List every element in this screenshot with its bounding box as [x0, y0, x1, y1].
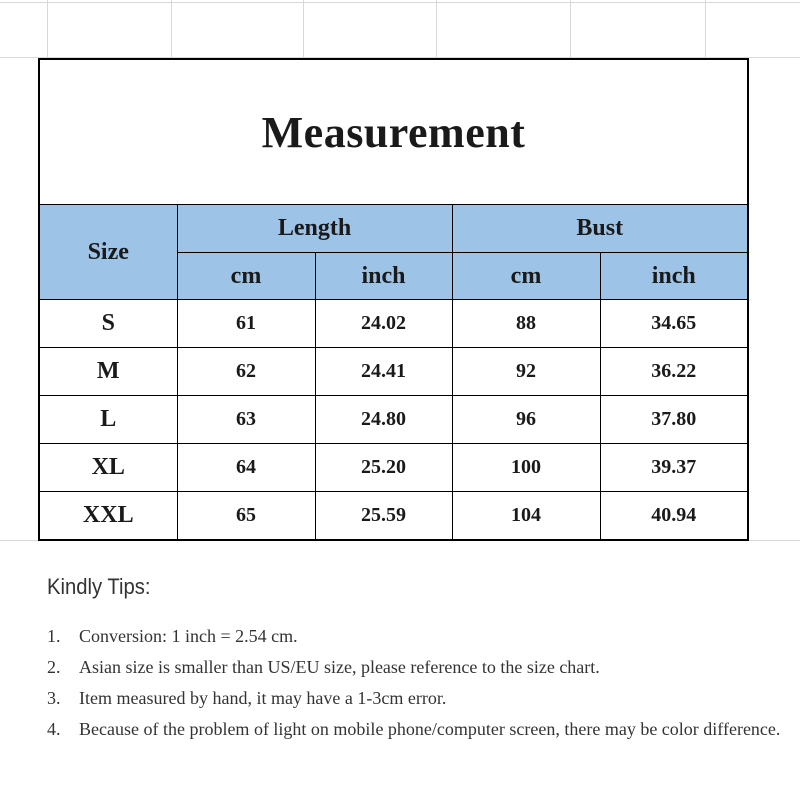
- list-item: [47, 715, 787, 744]
- tips-section: [47, 574, 787, 746]
- length-cm-cell: 64: [177, 444, 315, 492]
- length-cm-cell: 62: [177, 348, 315, 396]
- table-row: [39, 348, 748, 396]
- list-item: [47, 622, 787, 651]
- bust-header: Bust: [452, 205, 748, 253]
- length-inch-cell: 24.80: [315, 396, 452, 444]
- bust-inch-cell: 36.22: [600, 348, 748, 396]
- bust-cm-cell: 92: [452, 348, 600, 396]
- size-cell: L: [39, 396, 177, 444]
- grid-line: [436, 0, 437, 57]
- length-inch-cell: 24.41: [315, 348, 452, 396]
- tip-text: Conversion: 1 inch = 2.54 cm.: [79, 626, 298, 646]
- bust-inch-cell: 37.80: [600, 396, 748, 444]
- bust-inch-cell: 39.37: [600, 444, 748, 492]
- size-header: Size: [39, 205, 177, 300]
- bust-cm-cell: 100: [452, 444, 600, 492]
- table-row: [39, 300, 748, 348]
- tip-text: Asian size is smaller than US/EU size, please reference to the size chart.: [79, 657, 600, 677]
- length-header: Length: [177, 205, 452, 253]
- bust-inch-header: inch: [600, 253, 748, 300]
- length-cm-cell: 63: [177, 396, 315, 444]
- bust-inch-cell: 40.94: [600, 492, 748, 541]
- bust-cm-cell: 96: [452, 396, 600, 444]
- tip-number: 4.: [47, 719, 61, 739]
- grid-line: [171, 0, 172, 57]
- bust-inch-cell: 34.65: [600, 300, 748, 348]
- length-inch-cell: 25.59: [315, 492, 452, 541]
- grid-line: [303, 0, 304, 57]
- size-cell: XXL: [39, 492, 177, 541]
- tips-title: Kindly Tips:: [47, 574, 151, 599]
- table-row: [39, 492, 748, 541]
- tip-text: Item measured by hand, it may have a 1-3cm error.: [79, 688, 447, 708]
- length-inch-cell: 25.20: [315, 444, 452, 492]
- grid-line: [47, 0, 48, 57]
- tip-text: Because of the problem of light on mobile phone/computer screen, there may be color difference.: [79, 719, 781, 739]
- tips-list: [47, 622, 787, 744]
- bust-cm-cell: 88: [452, 300, 600, 348]
- length-inch-cell: 24.02: [315, 300, 452, 348]
- tip-number: 3.: [47, 688, 61, 708]
- grid-line: [705, 0, 706, 57]
- size-cell: S: [39, 300, 177, 348]
- list-item: [47, 653, 787, 682]
- list-item: [47, 684, 787, 713]
- bust-cm-cell: 104: [452, 492, 600, 541]
- length-cm-cell: 61: [177, 300, 315, 348]
- tip-number: 1.: [47, 626, 61, 646]
- bust-cm-header: cm: [452, 253, 600, 300]
- length-cm-header: cm: [177, 253, 315, 300]
- table-title: Measurement: [39, 59, 748, 205]
- size-cell: XL: [39, 444, 177, 492]
- table-row: [39, 396, 748, 444]
- grid-line: [570, 0, 571, 57]
- table-row: [39, 444, 748, 492]
- size-chart-table: [38, 58, 749, 541]
- grid-line: [0, 2, 800, 3]
- size-cell: M: [39, 348, 177, 396]
- length-cm-cell: 65: [177, 492, 315, 541]
- length-inch-header: inch: [315, 253, 452, 300]
- tip-number: 2.: [47, 657, 61, 677]
